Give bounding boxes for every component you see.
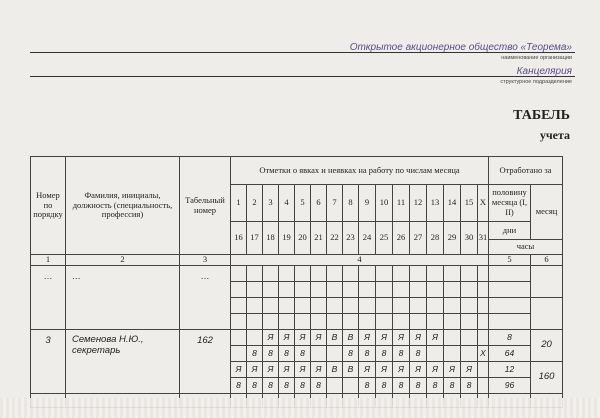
mark-cell: Я xyxy=(279,330,295,346)
mark-cell xyxy=(444,330,461,346)
mark-cell: 8 xyxy=(343,346,359,362)
mark-cell xyxy=(444,346,461,362)
day-cell: 4 xyxy=(279,185,295,222)
torn-edge xyxy=(0,398,600,418)
employee-num: 3 xyxy=(31,330,66,394)
mark-cell: 8 xyxy=(410,346,427,362)
col-number: 4 xyxy=(231,255,489,266)
mark-cell: В xyxy=(327,330,343,346)
mark-cell: 8 xyxy=(359,346,376,362)
header-num: Номер по порядку xyxy=(31,157,66,255)
mark-cell: Я xyxy=(359,330,376,346)
col-number: 2 xyxy=(66,255,180,266)
day-cell: 28 xyxy=(427,222,444,255)
day-cell: 6 xyxy=(311,185,327,222)
placeholder-tab: … xyxy=(180,266,231,330)
employee-tab-no: 162 xyxy=(180,330,231,394)
day-cell: 24 xyxy=(359,222,376,255)
day-cell: 13 xyxy=(427,185,444,222)
header-hours: часы xyxy=(489,240,563,255)
day-cell: 3 xyxy=(263,185,279,222)
mark-cell: X xyxy=(478,346,489,362)
mark-cell: Я xyxy=(376,330,393,346)
mark-cell: 8 xyxy=(311,378,327,394)
mark-cell: 8 xyxy=(393,346,410,362)
mark-cell: 8 xyxy=(410,378,427,394)
mark-cell: Я xyxy=(427,362,444,378)
mark-cell xyxy=(343,378,359,394)
mark-cell: 8 xyxy=(231,378,247,394)
mark-cell: 8 xyxy=(295,346,311,362)
day-cell: 9 xyxy=(359,185,376,222)
mark-cell: 8 xyxy=(376,378,393,394)
placeholder-num: … xyxy=(31,266,66,330)
day-cell: 26 xyxy=(393,222,410,255)
day-cell: 27 xyxy=(410,222,427,255)
org-name: Открытое акционерное общество «Теорема» xyxy=(349,42,572,53)
mark-cell: 8 xyxy=(359,378,376,394)
placeholder-name: … xyxy=(66,266,180,330)
mark-cell xyxy=(311,346,327,362)
day-cell: 11 xyxy=(393,185,410,222)
mark-cell: 8 xyxy=(279,346,295,362)
employee-name: Семенова Н.Ю., секретарь xyxy=(66,330,180,394)
mark-cell xyxy=(327,346,343,362)
doc-title: ТАБЕЛЬ xyxy=(513,108,570,123)
day-cell: 22 xyxy=(327,222,343,255)
day-cell: 17 xyxy=(247,222,263,255)
mark-cell xyxy=(231,330,247,346)
mark-cell: 8 xyxy=(427,378,444,394)
half-days-2: 12 xyxy=(489,362,531,378)
month-hours: 160 xyxy=(531,362,563,394)
col-number: 5 xyxy=(489,255,531,266)
mark-cell: Я xyxy=(376,362,393,378)
mark-cell: Я xyxy=(263,330,279,346)
mark-cell: 8 xyxy=(376,346,393,362)
placeholder-month-days xyxy=(531,266,563,298)
mark-cell: Я xyxy=(279,362,295,378)
day-cell: 20 xyxy=(295,222,311,255)
day-cell: 7 xyxy=(327,185,343,222)
mark-cell xyxy=(427,346,444,362)
month-days: 20 xyxy=(531,330,563,362)
mark-cell: Я xyxy=(461,362,478,378)
mark-cell: В xyxy=(343,362,359,378)
mark-cell xyxy=(478,330,489,346)
header-tab: Табельный номер xyxy=(180,157,231,255)
mark-cell xyxy=(231,346,247,362)
day-cell: 31 xyxy=(478,222,489,255)
mark-cell: 8 xyxy=(295,378,311,394)
mark-cell: 8 xyxy=(279,378,295,394)
mark-cell: Я xyxy=(427,330,444,346)
header-half: половину месяца (I, II) xyxy=(489,185,531,222)
day-cell: 30 xyxy=(461,222,478,255)
half-hours-2: 96 xyxy=(489,378,531,394)
mark-cell: Я xyxy=(311,330,327,346)
header-name: Фамилия, инициалы, должность (специальность, профессия) xyxy=(66,157,180,255)
col-number: 3 xyxy=(180,255,231,266)
mark-cell: Я xyxy=(295,330,311,346)
doc-subtitle: учета xyxy=(539,128,570,142)
mark-cell: Я xyxy=(444,362,461,378)
mark-cell: Я xyxy=(263,362,279,378)
mark-cell xyxy=(461,330,478,346)
day-cell: 2 xyxy=(247,185,263,222)
mark-cell: Я xyxy=(393,330,410,346)
day-cell: 21 xyxy=(311,222,327,255)
half-hours-1: 64 xyxy=(489,346,531,362)
day-cell: X xyxy=(478,185,489,222)
mark-cell: 8 xyxy=(444,378,461,394)
day-cell: 23 xyxy=(343,222,359,255)
col-number: 6 xyxy=(531,255,563,266)
dept-line xyxy=(30,76,575,77)
mark-cell: Я xyxy=(359,362,376,378)
mark-cell: В xyxy=(327,362,343,378)
day-cell: 12 xyxy=(410,185,427,222)
mark-cell: Я xyxy=(311,362,327,378)
mark-cell: Я xyxy=(393,362,410,378)
dept-name: Канцелярия xyxy=(516,66,572,77)
mark-cell xyxy=(247,330,263,346)
mark-cell: Я xyxy=(247,362,263,378)
employee-row-1 xyxy=(31,330,563,346)
day-cell: 5 xyxy=(295,185,311,222)
day-cell: 1 xyxy=(231,185,247,222)
day-cell: 8 xyxy=(343,185,359,222)
mark-cell xyxy=(461,346,478,362)
timesheet-table xyxy=(30,156,563,408)
half-days-1: 8 xyxy=(489,330,531,346)
header-month: месяц xyxy=(531,185,563,240)
mark-cell: 8 xyxy=(461,378,478,394)
day-cell: 14 xyxy=(444,185,461,222)
header-worked: Отработано за xyxy=(489,157,563,185)
header-days: дни xyxy=(489,222,531,240)
mark-cell: 8 xyxy=(247,378,263,394)
mark-cell xyxy=(327,378,343,394)
mark-cell: Я xyxy=(410,330,427,346)
day-cell: 29 xyxy=(444,222,461,255)
day-cell: 15 xyxy=(461,185,478,222)
header-marks: Отметки о явках и неявках на работу по числам месяца xyxy=(231,157,489,185)
mark-cell xyxy=(478,378,489,394)
mark-cell: 8 xyxy=(263,378,279,394)
mark-cell: Я xyxy=(231,362,247,378)
col-number: 1 xyxy=(31,255,66,266)
placeholder-month-hours xyxy=(531,298,563,330)
day-cell: 19 xyxy=(279,222,295,255)
mark-cell xyxy=(478,362,489,378)
mark-cell: 8 xyxy=(393,378,410,394)
mark-cell: Я xyxy=(410,362,427,378)
mark-cell: 8 xyxy=(247,346,263,362)
day-cell: 16 xyxy=(231,222,247,255)
mark-cell: Я xyxy=(295,362,311,378)
mark-cell: 8 xyxy=(263,346,279,362)
day-cell: 25 xyxy=(376,222,393,255)
dept-caption: структурное подразделение xyxy=(500,79,572,85)
day-cell: 10 xyxy=(376,185,393,222)
mark-cell: В xyxy=(343,330,359,346)
day-cell: 18 xyxy=(263,222,279,255)
org-caption: наименование организации xyxy=(501,55,572,61)
